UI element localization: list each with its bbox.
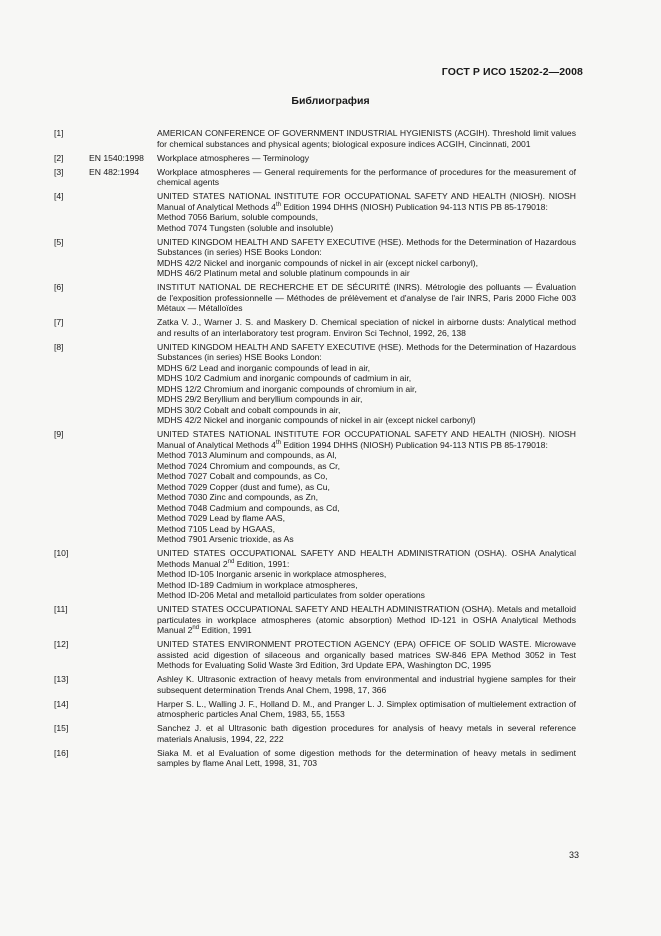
entry-number: [8]: [54, 341, 64, 352]
bibliography-entry: [54, 723, 576, 744]
entry-line: INSTITUT NATIONAL DE RECHERCHE ET DE SÉCURITÉ (INRS). Métrologie des polluants — Évaluation de l'exposition professionnelle — Méthodes de prélèvement et d'analyse de l'air INRS, Paris 2000 Fiche 003 Métaux — Métalloïdes: [157, 282, 576, 313]
entry-line: Method 7029 Copper (dust and fume), as Cu,: [157, 481, 330, 492]
entry-line: MDHS 42/2 Nickel and inorganic compounds of nickel in air (except nickel carbonyl),: [157, 257, 478, 268]
entry-text: [157, 604, 576, 636]
entry-line: UNITED STATES NATIONAL INSTITUTE FOR OCCUPATIONAL SAFETY AND HEALTH (NIOSH). NIOSH Manual of Analytical Methods 4th Edition 1994 DHHS (NIOSH) Publication 94-113 NTIS PB 85-179018:: [157, 429, 576, 450]
bibliography-entry: [54, 153, 576, 164]
entry-line: MDHS 12/2 Chromium and inorganic compounds of chromium in air,: [157, 383, 417, 394]
entry-standard: [89, 342, 157, 426]
entry-line: Siaka M. et al Evaluation of some digestion methods for the determination of heavy metals in sediment samples by flame Anal Lett, 1998, 31, 703: [157, 747, 576, 768]
entry-line: UNITED STATES OCCUPATIONAL SAFETY AND HEALTH ADMINISTRATION (OSHA). Metals and metalloid particulates in workplace atmospheres (atomic absorption) Method ID-121 in OSHA Analytical Methods Manual 2nd Edition, 1991: [157, 604, 576, 635]
entry-line: MDHS 30/2 Cobalt and cobalt compounds in air,: [157, 404, 341, 415]
entry-text: [157, 674, 576, 695]
entry-text: [157, 282, 576, 314]
bibliography-entry: [54, 639, 576, 671]
entry-standard: [89, 548, 157, 601]
entry-line: MDHS 6/2 Lead and inorganic compounds of lead in air,: [157, 362, 371, 373]
entry-standard: [89, 282, 157, 314]
entry-line: Zatka V. J., Warner J. S. and Maskery D. Chemical speciation of nickel in airborne dusts: Analytical method and results of an interlaboratory test program. Environ Sci Technol, 1992, 26, 138: [157, 317, 576, 338]
entry-text: [157, 153, 576, 164]
bibliography-entry: [54, 699, 576, 720]
entry-standard: [89, 723, 157, 744]
entry-text: [157, 723, 576, 744]
bibliography-entry: [54, 748, 576, 769]
entry-text: [157, 237, 576, 279]
entry-line: Method 7029 Lead by flame AAS,: [157, 513, 286, 523]
entry-line: MDHS 29/2 Beryllium and beryllium compounds in air,: [157, 394, 363, 404]
bibliography-entry: [54, 282, 576, 314]
entry-number: [6]: [54, 282, 64, 292]
entry-line: MDHS 42/2 Nickel and inorganic compounds of nickel in air (except nickel carbonyl): [157, 415, 476, 425]
entry-text: [157, 342, 576, 426]
entry-number: [11]: [54, 604, 68, 614]
entry-line: Sanchez J. et al Ultrasonic bath digestion procedures for analysis of heavy metals in several reference materials Analusis, 1994, 22, 222: [157, 723, 576, 744]
bibliography-entry: [54, 128, 576, 149]
page-title: Библиография: [291, 95, 370, 107]
entry-line: UNITED STATES OCCUPATIONAL SAFETY AND HEALTH ADMINISTRATION (OSHA). OSHA Analytical Methods Manual 2nd Edition, 1991:: [157, 548, 576, 569]
entry-line: AMERICAN CONFERENCE OF GOVERNMENT INDUSTRIAL HYGIENISTS (ACGIH). Threshold limit values for chemical substances and physical agents; biological exposure indices ACGIH, Cincinnati, 2001: [157, 128, 576, 149]
entry-standard: EN 482:1994: [89, 166, 140, 177]
bibliography-entry: [54, 191, 576, 233]
entry-line: Method ID-206 Metal and metalloid particulates from solder operations: [157, 590, 425, 600]
entry-number: [9]: [54, 429, 64, 439]
entry-text: [157, 699, 576, 720]
entry-line: Method 7024 Chromium and compounds, as Cr,: [157, 460, 340, 471]
entry-line: Method 7056 Barium, soluble compounds,: [157, 212, 318, 222]
bibliography-entry: [54, 317, 576, 338]
entry-standard: EN 1540:1998: [89, 152, 144, 163]
entry-standard: [89, 128, 157, 149]
entry-number: [10]: [54, 548, 69, 558]
bibliography-entry: [54, 237, 576, 279]
entry-standard: [89, 237, 157, 279]
entry-line: Method 7013 Aluminum and compounds, as Al,: [157, 450, 337, 460]
entry-text: [157, 748, 576, 769]
entry-standard: [89, 317, 157, 338]
entry-line: UNITED STATES ENVIRONMENT PROTECTION AGENCY (EPA) OFFICE OF SOLID WASTE. Microwave assisted acid digestion of silaceous and organically based matrices SW-846 EPA Method 3052 in Test Methods for Evaluating Solid Waste 3rd Edition, 3rd Update EPA, Washington DC, 1995: [157, 639, 576, 670]
entry-line: Workplace atmospheres — General requirements for the performance of procedures for the measurement of chemical agents: [157, 166, 576, 187]
page-number: 33: [568, 850, 579, 860]
entry-number: [16]: [54, 747, 69, 758]
bibliography-entry: [54, 342, 576, 426]
entry-text: [157, 167, 576, 188]
entry-number: [14]: [54, 698, 69, 709]
entry-line: Method 7030 Zinc and compounds, as Zn,: [157, 492, 318, 502]
entry-text: [157, 548, 576, 601]
entry-line: Method ID-105 Inorganic arsenic in workplace atmospheres,: [157, 569, 387, 579]
entry-line: UNITED STATES NATIONAL INSTITUTE FOR OCCUPATIONAL SAFETY AND HEALTH (NIOSH). NIOSH Manual of Analytical Methods 4th Edition 1994 DHHS (NIOSH) Publication 94-113 NTIS PB 85-179018:: [157, 191, 576, 212]
entry-line: Harper S. L., Walling J. F., Holland D. M., and Pranger L. J. Simplex optimisation of multielement extraction of atmospheric particles Anal Chem, 1983, 55, 1553: [157, 698, 576, 719]
entry-number: [4]: [54, 191, 64, 201]
entry-line: Workplace atmospheres — Terminology: [157, 152, 310, 163]
entry-number: [5]: [54, 236, 64, 247]
entry-line: UNITED KINGDOM HEALTH AND SAFETY EXECUTIVE (HSE). Methods for the Determination of Hazardous Substances (in series) HSE Books London:: [157, 341, 576, 362]
entry-number: [15]: [54, 723, 69, 733]
entry-standard: [89, 674, 157, 695]
entry-line: Method 7048 Cadmium and compounds, as Cd,: [157, 502, 340, 513]
entry-number: [7]: [54, 317, 64, 327]
entry-number: [13]: [54, 674, 69, 684]
entry-standard: [89, 429, 157, 545]
entry-line: Method 7901 Arsenic trioxide, as As: [157, 534, 294, 544]
document-id-header: ГОСТ Р ИСО 15202-2—2008: [441, 66, 583, 78]
entry-text: [157, 429, 576, 545]
entry-line: Method 7027 Cobalt and compounds, as Co,: [157, 471, 328, 481]
entry-line: Method 7105 Lead by HGAAS,: [157, 523, 276, 534]
entry-text: [157, 128, 576, 149]
entry-standard: [89, 699, 157, 720]
entry-line: Method ID-189 Cadmium in workplace atmospheres,: [157, 579, 358, 590]
bibliography-entry: [54, 548, 576, 601]
bibliography-entry: [54, 674, 576, 695]
entry-standard: [89, 604, 157, 636]
entry-standard: [89, 191, 157, 233]
bibliography-list: [54, 128, 576, 772]
bibliography-entry: [54, 604, 576, 636]
entry-text: [157, 639, 576, 671]
entry-number: [3]: [54, 166, 64, 177]
entry-line: Ashley K. Ultrasonic extraction of heavy metals from environmental and industrial hygiene samples for their subsequent determination Trends Anal Chem, 1998, 17, 366: [157, 674, 576, 695]
entry-line: Method 7074 Tungsten (soluble and insoluble): [157, 222, 334, 233]
entry-line: MDHS 46/2 Platinum metal and soluble platinum compounds in air: [157, 268, 410, 278]
entry-standard: [89, 748, 157, 769]
entry-number: [12]: [54, 639, 69, 649]
entry-line: UNITED KINGDOM HEALTH AND SAFETY EXECUTIVE (HSE). Methods for the Determination of Hazardous Substances (in series) HSE Books London:: [157, 236, 576, 257]
entry-number: [2]: [54, 152, 64, 163]
entry-text: [157, 317, 576, 338]
entry-line: MDHS 10/2 Cadmium and inorganic compounds of cadmium in air,: [157, 373, 412, 383]
bibliography-entry: [54, 167, 576, 188]
entry-number: [1]: [54, 128, 64, 138]
bibliography-entry: [54, 429, 576, 545]
entry-standard: [89, 639, 157, 671]
entry-text: [157, 191, 576, 233]
